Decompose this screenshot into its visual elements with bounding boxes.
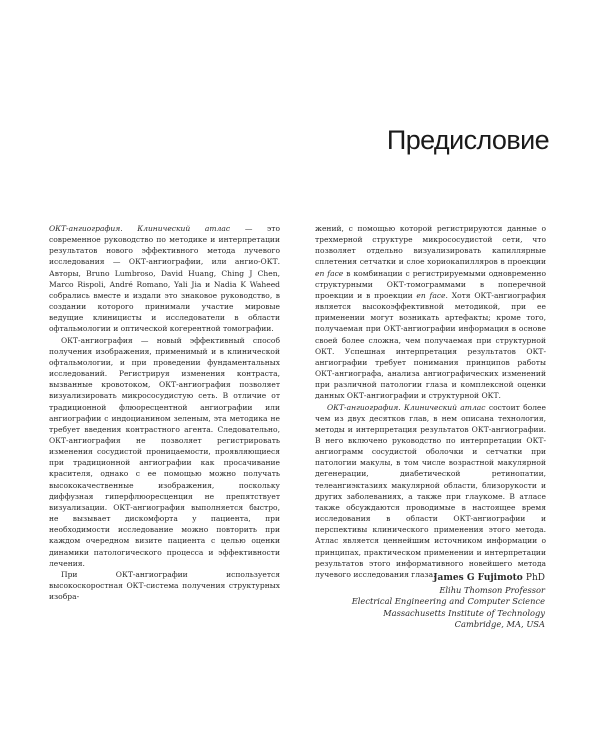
paragraph: ОКТ-ангиография — новый эффективный способ получения изображения, применимый и в клинической офтальмологии, и при проведении фундаментальных исследований. Регистрируя изменения контраста, вызванные кровотоком, ОКТ-ангиография позволяет визуализировать микрососудистую сеть. В отличие от традиционной флюоресцентной ангиографии или ангиографии с индоцианином зеленым, эта методика не требует введения контрастного агента. Следовательно, ОКТ-ангиография не позволяет регистрировать изменения сосудистой проницаемости, проявляющиеся при традиционной ангиографии как просачивание красителя, однако с ее помощью можно получать высококачественные изображения, поскольку диффузная гиперфлюоресценция не препятствует визуализации. ОКТ-ангиография выполняется быстро, не вызывает дискомфорта у пациента, при необходимости исследование можно повторить при каждом очередном визите пациента с целью оценки динамики патологического процесса и эффективности лечения. bbox=[49, 335, 280, 568]
paragraph-text: состоит более чем из двух десятков глав, в нем описана технология, методы и интерпретация результатов ОКТ-ангиографии. В него включено руководство по интерпретации ОКТ-ангиограмм сосудистой оболочки и сетчатки при патологии макулы, в том числе возрастной макулярной дегенерации, диабетической ретинопатии, телеангиэктазиях макулярной области, близорукости и других заболеваниях, а также при глаукоме. В атласе также обсуждаются проводимые в настоящее время исследования в области ОКТ-ангиографии и перспективы клинического применения этого метода. Атлас является ценнейшим источником информации о принципах, практическом применении и интерпретации результатов этого информативного новейшего метода лучевого исследования глаза. bbox=[315, 402, 546, 579]
paragraph-text: — это современное руководство по методике и интерпретации результатов нового эффективного метода лучевого исследования — ОКТ-ангиографии, или ангио-ОКТ. Авторы, Bruno Lumbroso, David Huang, Ching J Chen, Marco Rispoli, André Romano, Yali Jia и Nadia K Waheed собрались вместе и издали это знаковое руководство, в создании которого принимали участие мировые ведущие клиницисты и исследователи в области офтальмологии и оптической когерентной томографии. bbox=[49, 224, 280, 334]
book-title: ОКТ-ангиография. Клинический атлас bbox=[327, 402, 486, 412]
author-name: James G Fujimoto bbox=[433, 573, 523, 583]
book-title: ОКТ-ангиография. Клинический атлас bbox=[49, 224, 231, 233]
paragraph-text: в комбинации с регистрируемыми одновременно структурными ОКТ-томограммами в поперечной проекции и в проекции bbox=[315, 268, 546, 300]
paragraph-text: . Хотя ОКТ-ангиография является высокоэффективной методикой, при ее применении могут возникать артефакты; кроме того, получаемая при ОКТ-ангиографии информация в основе своей более сложна, чем получаемая при структурной ОКТ. Успешная интерпретация результатов ОКТ-ангиографии требует понимания принципов работы ОКТ-ангиографа, анализа ангиографических изменений при различной патологии глаза и комплексной оценки данных ОКТ-ангиографии и структурной ОКТ. bbox=[315, 290, 546, 401]
term-en-face: en face bbox=[416, 290, 446, 300]
author-location: Cambridge, MA, USA bbox=[454, 619, 545, 629]
author-institution: Massachusetts Institute of Technology bbox=[383, 607, 545, 618]
right-column bbox=[315, 223, 546, 580]
paragraph bbox=[49, 223, 280, 335]
left-column bbox=[49, 223, 280, 602]
author-position: Elihu Thomson Professor bbox=[439, 584, 545, 595]
page-title: Предисловие bbox=[386, 125, 549, 155]
paragraph bbox=[315, 223, 546, 402]
paragraph: При ОКТ-ангиографии используется высокоскоростная ОКТ-система получения структурных изобра- bbox=[49, 569, 280, 602]
author-department: Electrical Engineering and Computer Science bbox=[351, 596, 545, 606]
author-signature bbox=[352, 573, 545, 631]
paragraph-text: жений, с помощью которой регистрируются данные о трехмерной структуре микрососудистой сети, что позволяет отдельно визуализировать капиллярные сплетения сетчатки и слое хориокапилляров в проекции bbox=[315, 224, 546, 267]
author-degree: PhD bbox=[525, 573, 545, 583]
term-en-face: en face bbox=[315, 268, 344, 278]
paragraph bbox=[315, 402, 546, 581]
author-name-line bbox=[352, 573, 545, 585]
